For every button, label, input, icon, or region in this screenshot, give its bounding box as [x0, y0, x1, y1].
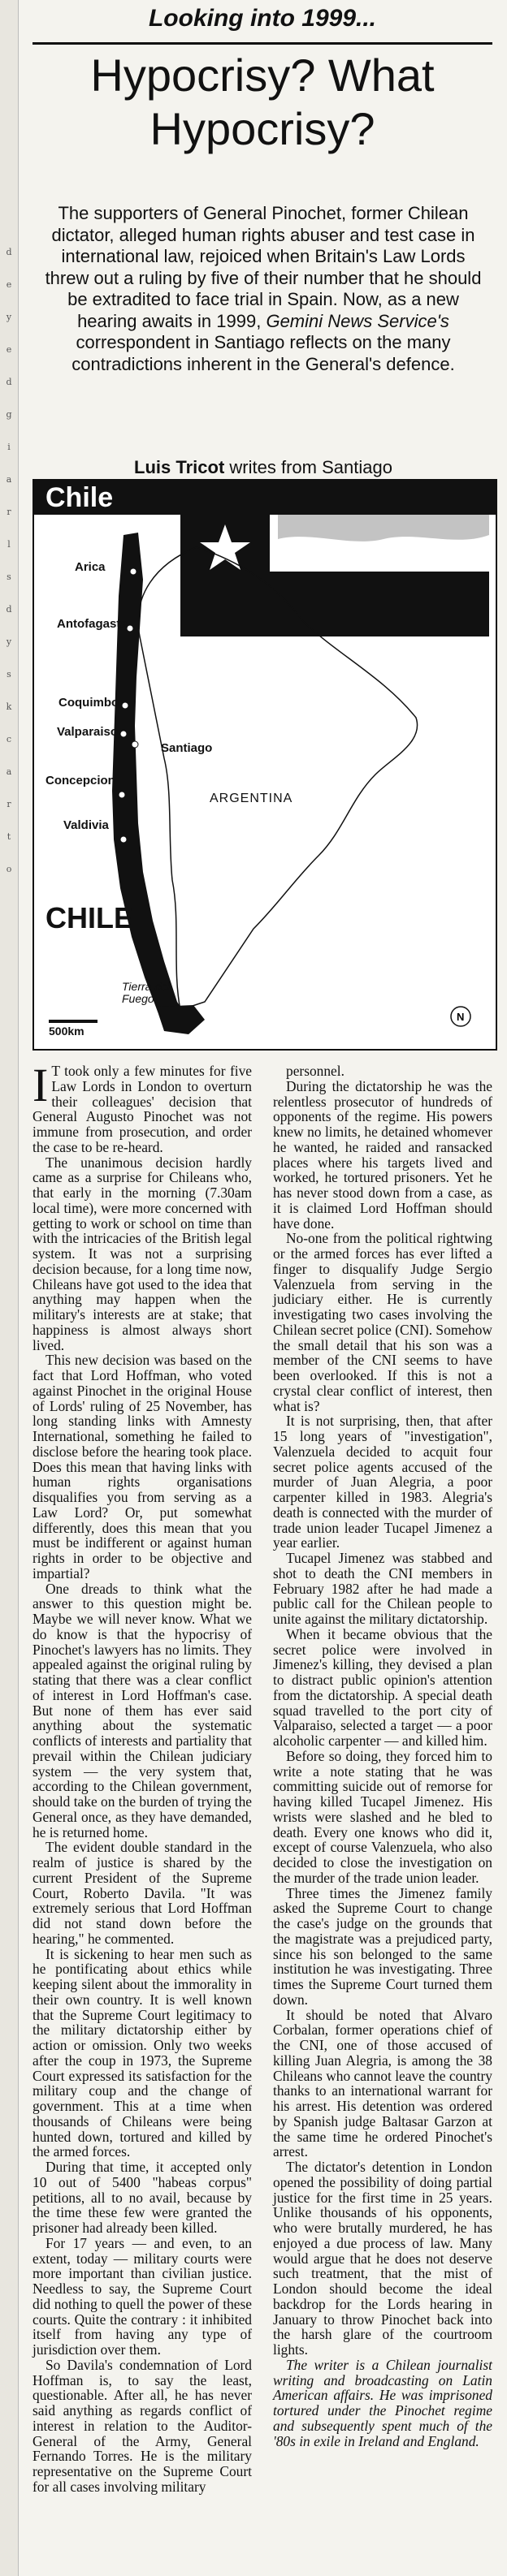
headline-line-2: Hypocrisy?: [150, 103, 375, 154]
margin-letter: d: [6, 247, 12, 257]
map-header: [34, 481, 496, 515]
headline: [24, 49, 500, 156]
city-label: Antofagasta: [57, 617, 128, 631]
deck-part-1: The supporters of General Pinochet, former Chilean dictator, alleged human rights abuser and test case in international law, rejoiced when Britain's Law Lords threw out a ruling by five of their number that he should be extradited to face trial in Spain. Now, as a new hearing awaits in 1999,: [45, 203, 482, 331]
kicker-rule: [32, 42, 492, 45]
margin-letter: c: [6, 734, 12, 744]
margin-letter: a: [6, 766, 12, 777]
article-paragraph: personnel.: [286, 1063, 344, 1079]
city-label: Concepcion: [46, 774, 115, 787]
article-paragraph: No-one from the political rightwing or the armed forces has ever lifted a finger to disqualify Judge Sergio Valenzuela from serving in the judiciary either. He is currently investigating two cases involving the Chilean secret police (CNI). Somehow the small detail that his son was a member of the CNI seems to have been overlooked. If this is not a crystal clear conflict of interest, then what is?: [273, 1230, 492, 1414]
article-paragraph: This new decision was based on the fact that Lord Hoffman, who voted against Pinochet in the original House of Lords' ruling of 25 November, has long standing links with Amnesty International, something he failed to disclose before the hearing took place. Does this mean that having links with human rights organisations disqualifies you from serving as a Law Lord? Or, put somewhat differently, does this mean that you must be indifferent or against human rights in order to be objective and impartial?: [32, 1352, 252, 1581]
article-paragraph: It is not surprising, then, that after 15 long years of "investigation", Valenzuela decided to acquit four secret police agents accused of the murder of Juan Alegria, a poor carpenter killed in 1983. Alegria's death is connected with the murder of trade union leader Tucapel Jimenez a year earlier.: [273, 1413, 492, 1551]
margin-letter: o: [6, 864, 12, 874]
margin-letter: s: [6, 669, 11, 680]
article-paragraph: During that time, it accepted only 10 out of 5400 "habeas corpus" petitions, all to no avail, because by the time these few were granted the prisoner had already been killed.: [32, 2159, 252, 2236]
article-paragraph: Tucapel Jimenez was stabbed and shot to death the CNI members in February 1982 after he had made a public call for the Chilean people to unite against the military dictatorship.: [273, 1550, 492, 1627]
chile-flag-icon: [180, 515, 489, 636]
article-paragraph: During the dictatorship he was the relentless prosecutor of hundreds of opponents of the regime. His powers knew no limits, he detained whomever he wanted, he raided and ransacked places where his targets lived and worked, he tortured prisoners. Yet he has never stood down from a case, as it is claimed Lord Hoffman should have done.: [273, 1077, 492, 1232]
tierra-del-fuego-shape: [156, 1005, 205, 1034]
scale-label: 500km: [49, 1025, 84, 1038]
tierra-del-fuego-label: Tierra del Fuego: [122, 980, 171, 1005]
article-paragraph: One dreads to think what the answer to this question might be. Maybe we will never know. What we do know is that the hypocrisy of Pinochet's lawyers has no limits. They appealed against the original ruling by stating that there was a clear conflict of interest in Lord Hoffman's case. But none of them has ever said anything about the systematic conflicts of interests and partiality that prevail within the Chilean judiciary system — the very system that, according to the Chilean government, should take on the burden of trying the General once, as they have demanded, he is returned home.: [32, 1580, 252, 1840]
chile-big-label: CHILE: [46, 901, 133, 934]
scale-bar: [49, 1020, 98, 1023]
article-paragraph: The dictator's detention in London opened the possibility of doing partial justice for the first time in 25 years. Unlike thousands of his opponents, who were brutally murdered, he has enjoyed a due process of law. Many would argue that he does not deserve such treatment, that the mist of London should become the ideal backdrop for the Lords hearing in January to throw Pinochet back into the harsh glare of the courtroom lights.: [273, 2159, 492, 2358]
article-paragraph: When it became obvious that the secret police were involved in Jimenez's killing, they devised a plan to distract public opinion's attention from the dictatorship. A special death squad travelled to the port city of Valparaiso, selected a target — a poor alcoholic carpenter — and killed him.: [273, 1625, 492, 1749]
byline: [44, 457, 483, 478]
svg-text:N: N: [457, 1011, 465, 1023]
margin-letter: a: [6, 474, 12, 485]
margin-letter: t: [6, 831, 11, 842]
margin-letter: y: [6, 312, 12, 322]
article-paragraph: For 17 years — and even, to an extent, today — military courts were more important than civilian justice. Needless to say, the Supreme Court did nothing to quell the power of these courts. Quite the contrary : it inhibited itself from having any type of jurisdiction over them.: [32, 2234, 252, 2358]
article-paragraph: So Davila's condemnation of Lord Hoffman is, to say the least, questionable. After all, he has never said anything as regards conflict of interest in relation to the Auditor-General of the Army, General Fernando Torres. He is the military representative on the Supreme Court for all cases involving military: [32, 2356, 252, 2495]
article-paragraph: The evident double standard in the realm of justice is shared by the current President of the Supreme Court, Roberto Davila. "It was extremely serious that Lord Hoffman did not stand down before the hearing," he commented.: [32, 1839, 252, 1947]
article-paragraph: The unanimous decision hardly came as a surprise for Chileans who, that early in the morning (7.30am local time), were more concerned with getting to work or school on time than with the intricacies of the British legal system. It was not a surprising decision because, for a long time now, Chileans have got used to the idea that anything may happen when the military's interests are at stake; that happiness is almost always short lived.: [32, 1154, 252, 1353]
margin-letter: g: [6, 409, 12, 420]
article-main: [24, 0, 500, 2576]
article-paragraph: It is sickening to hear men such as he pontificating about ethics while keeping silent about the immorality in their own country. It is well known that the Supreme Court legitimacy to the military dictatorship either by action or omission. Only two weeks after the coup in 1973, the Supreme Court expressed its satisfaction for the military coup and the change of government. This at a time when thousands of Chileans were being hunted down, tortured and killed by the armed forces.: [32, 1945, 252, 2160]
margin-letter: r: [6, 507, 11, 517]
headline-line-1: Hypocrisy? What: [90, 50, 435, 101]
article-column-2: [273, 1064, 492, 2449]
margin-letter: k: [6, 701, 12, 712]
byline-name: Luis Tricot: [134, 457, 225, 477]
article-column-1: [32, 1059, 252, 2495]
margin-letter: e: [6, 279, 12, 290]
margin-letter: s: [6, 572, 11, 582]
author-note: The writer is a Chilean journalist writing and broadcasting on Latin American affairs. He was imprisoned tortured under the Pinochet regime and subsequently spent much of the '80s in exile in Ireland and England.: [273, 2356, 492, 2449]
margin-letter: d: [6, 377, 12, 387]
drop-cap: I: [32, 1059, 49, 1111]
margin-letter: r: [6, 799, 11, 809]
map-title: Chile: [46, 482, 114, 513]
article-paragraph: Before so doing, they forced him to write a note stating that he was committing suicide out of remorse for having killed Tucapel Jimenez. His wrists were slashed and he bled to death. Every one knows who did it, except of course Valenzuela, who also decided to close the investigation on the murder of the trade union leader.: [273, 1747, 492, 1886]
margin-letter: y: [6, 636, 12, 647]
argentina-label: ARGENTINA: [210, 792, 293, 805]
deck-gns: Gemini News Service's: [266, 310, 449, 331]
article-paragraph: T took only a few minutes for five Law Lords in London to overturn their colleagues' decision that General Augusto Pinochet was not immune from prosecution, and order the case to be re-heard.: [32, 1063, 252, 1155]
kicker: Looking into 1999...: [148, 5, 377, 32]
city-label: Valparaiso: [57, 725, 119, 739]
compass-icon: [451, 1007, 470, 1026]
deck-part-2: correspondent in Santiago reflects on the many contradictions inherent in the General's defence.: [72, 332, 455, 374]
byline-rest: writes from Santiago: [229, 457, 392, 477]
scanned-margin-strip: [0, 0, 19, 2576]
margin-letter: i: [7, 442, 11, 452]
deck: [44, 203, 483, 375]
margin-letter: d: [6, 604, 12, 615]
city-label: Santiago: [161, 741, 213, 755]
article-paragraph: Three times the Jimenez family asked the Supreme Court to change the case's judge on the grounds that the magistrate was a prejudiced party, since his son belonged to the same institution he was investigating. Three times the Supreme Court turned them down.: [273, 1884, 492, 2008]
city-label: Coquimbo: [58, 696, 119, 710]
city-label: Valdivia: [63, 818, 109, 832]
article-paragraph: It should be noted that Alvaro Corbalan, former operations chief of the CNI, one of those accused of killing Juan Alegria, is among the 38 Chileans who cannot leave the country thanks to an international warrant for his arrest. His detention was ordered by Spanish judge Baltasar Garzon at the same time he ordered Pinochet's arrest.: [273, 2006, 492, 2160]
city-label: Arica: [75, 560, 106, 574]
margin-letter: l: [7, 539, 11, 550]
margin-letter: e: [6, 344, 12, 355]
